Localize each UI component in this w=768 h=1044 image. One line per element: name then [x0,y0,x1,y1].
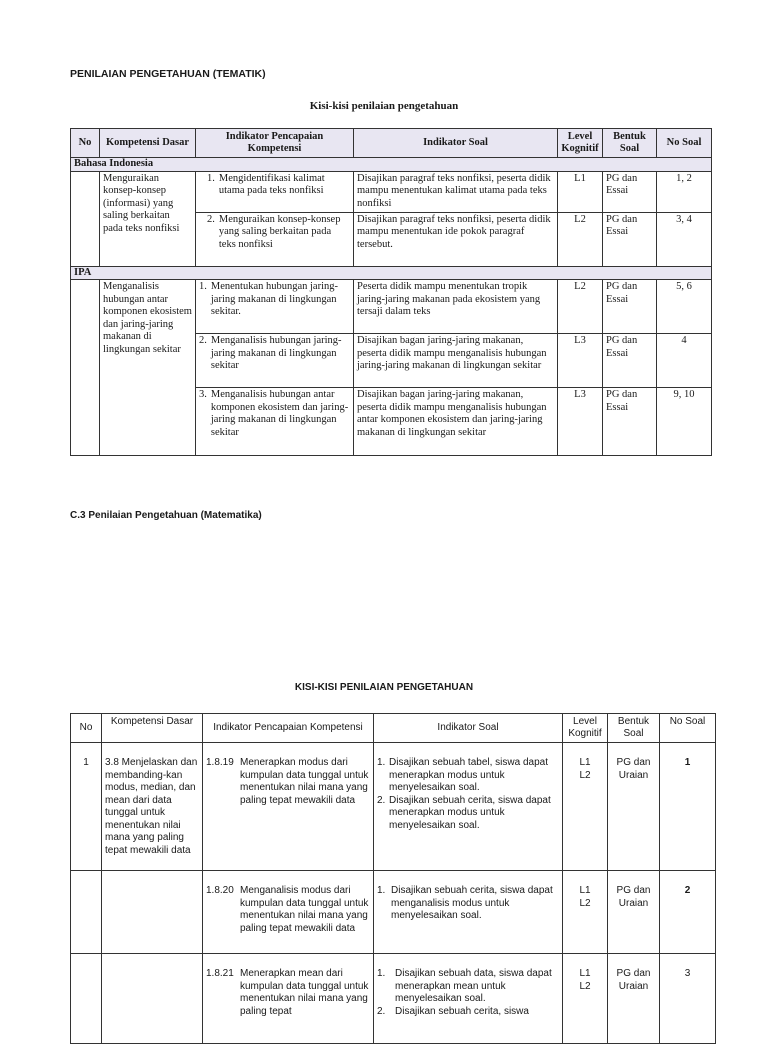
cell-level: L3 [558,334,603,388]
cell-bentuk: PG dan Essai [603,212,657,266]
cell-kompetensi-dasar: Menganalisis hubungan antar komponen ekosistem dan jaring-jaring makanan di lingkungan sekitar [100,280,196,456]
cell-level: L1 [558,171,603,212]
header-indikator-soal: Indikator Soal [354,129,558,158]
cell-indikator-pencapaian [196,280,354,334]
ipk-code: 1.8.19 [206,757,234,768]
cell-indikator-pencapaian [196,334,354,388]
ipk-code: 1.8.20 [206,885,234,896]
cell-bentuk: PG dan Uraian [608,954,660,1044]
cell-level: L3 [558,388,603,456]
cell-no-soal: 3, 4 [657,212,712,266]
cell-no-soal: 3 [660,954,716,1044]
level-value: L2 [579,769,591,781]
header-kompetensi-dasar: Kompetensi Dasar [100,129,196,158]
cell-kompetensi-dasar [102,871,203,954]
item-number: 1. [199,281,207,292]
header-level-kognitif: Level Kognitif [563,714,608,743]
cell-level [563,871,608,954]
table-row [71,171,712,212]
cell-indikator-soal: Disajikan paragraf teks nonfiksi, peserta didik mampu menentukan kalimat utama pada teks nonfiksi [354,171,558,212]
item-number: 2. [377,794,386,806]
item-number: 1. [377,757,386,768]
cell-no-soal: 4 [657,334,712,388]
item-number: 3. [199,389,207,400]
item-text: Menguraikan konsep-konsep yang saling berkaitan pada teks nonfiksi [218,213,341,250]
table-row [71,280,712,334]
cell-kompetensi-dasar: 3.8 Menjelaskan dan membanding-kan modus, median, dan mean dari data tunggal untuk menentukan nilai mana yang paling tepat mewakili data [102,743,203,871]
level-value: L1 [579,757,591,768]
cell-no [71,171,100,266]
item-text: Disajikan sebuah cerita, siswa dapat menerapkan modus untuk menyelesaikan soal. [389,794,551,831]
table-row [71,954,716,1044]
cell-indikator-pencapaian [203,743,374,871]
item-number: 2. [199,335,207,346]
table-header-row [71,714,716,743]
level-value: L2 [579,897,591,909]
cell-indikator-soal [374,743,563,871]
cell-bentuk: PG dan Essai [603,171,657,212]
subject-label: Bahasa Indonesia [71,158,712,172]
header-bentuk-soal: Bentuk Soal [608,714,660,743]
level-value: L2 [579,980,591,992]
item-text: Disajikan sebuah data, siswa dapat menerapkan mean untuk menyelesaikan soal. [395,968,552,1004]
cell-no-soal: 1 [660,743,716,871]
header-indikator-soal: Indikator Soal [374,714,563,743]
cell-indikator-soal [374,871,563,954]
ipk-text: Menganalisis modus dari kumpulan data tunggal untuk menentukan nilai mana yang paling tepat mewakili data [240,885,369,934]
level-value: L1 [579,968,591,979]
kisi-kisi-table-matematika [70,713,716,1044]
header-no-soal: No Soal [660,714,716,743]
item-text: Mengidentifikasi kalimat utama pada teks nonfiksi [218,172,325,196]
cell-no-soal: 2 [660,871,716,954]
item-text: Disajikan sebuah cerita, siswa [395,1005,529,1017]
item-text: Disajikan sebuah cerita, siswa dapat menganalisis modus untuk menyelesaikan soal. [391,885,553,921]
header-indikator-pencapaian: Indikator Pencapaian Kompetensi [196,129,354,158]
table-header-row [71,129,712,158]
header-no: No [71,714,102,743]
cell-indikator-pencapaian [196,171,354,212]
cell-kompetensi-dasar [102,954,203,1044]
header-kompetensi-dasar: Kompetensi Dasar [102,714,203,743]
cell-no [71,871,102,954]
header-no-soal: No Soal [657,129,712,158]
item-text: Menganalisis hubungan jaring-jaring makanan di lingkungan sekitar [210,335,342,371]
cell-level [563,954,608,1044]
subject-label: IPA [71,266,712,280]
cell-level [563,743,608,871]
table-row [71,871,716,954]
cell-indikator-soal: Disajikan paragraf teks nonfiksi, peserta didik mampu menentukan ide pokok paragraf tersebut. [354,212,558,266]
table-row [71,743,716,871]
ipk-text: Menerapkan modus dari kumpulan data tunggal untuk menentukan nilai mana yang paling tepat mewakili data [240,757,369,806]
cell-kompetensi-dasar: Menguraikan konsep-konsep (informasi) yang saling berkaitan pada teks nonfiksi [100,171,196,266]
cell-no [71,280,100,456]
cell-indikator-soal [374,954,563,1044]
cell-indikator-pencapaian [196,212,354,266]
cell-bentuk: PG dan Essai [603,388,657,456]
cell-indikator-soal: Disajikan bagan jaring-jaring makanan, peserta didik mampu menganalisis hubungan antar komponen ekosistem dan jaring-jaring makanan di lingkungan sekitar [354,388,558,456]
header-bentuk-soal: Bentuk Soal [603,129,657,158]
item-text: Menentukan hubungan jaring-jaring makanan di lingkungan sekitar. [210,281,339,317]
cell-indikator-pencapaian [196,388,354,456]
header-no: No [71,129,100,158]
table-title-matematika: KISI-KISI PENILAIAN PENGETAHUAN [294,682,474,693]
subject-row-ipa [71,266,712,280]
ipk-text: Menerapkan mean dari kumpulan data tunggal untuk menentukan nilai mana yang paling tepat [240,968,369,1017]
cell-indikator-soal: Peserta didik mampu menentukan tropik jaring-jaring makanan pada ekosistem yang tersaji dalam teks [354,280,558,334]
section-heading-tematik: PENILAIAN PENGETAHUAN (TEMATIK) [70,68,266,80]
table-title-tematik: Kisi-kisi penilaian pengetahuan [309,100,459,112]
cell-indikator-pencapaian [203,871,374,954]
cell-no: 1 [71,743,102,871]
header-level-kognitif: Level Kognitif [558,129,603,158]
cell-level: L2 [558,212,603,266]
cell-no [71,954,102,1044]
cell-bentuk: PG dan Essai [603,334,657,388]
ipk-code: 1.8.21 [206,968,234,979]
header-indikator-pencapaian: Indikator Pencapaian Kompetensi [203,714,374,743]
level-value: L1 [579,885,591,896]
section-heading-matematika: C.3 Penilaian Pengetahuan (Matematika) [70,510,262,521]
cell-indikator-pencapaian [203,954,374,1044]
item-number: 2. [377,1005,386,1017]
item-number: 1. [207,172,215,184]
cell-no-soal: 9, 10 [657,388,712,456]
cell-no-soal: 5, 6 [657,280,712,334]
cell-no-soal: 1, 2 [657,171,712,212]
cell-bentuk: PG dan Uraian [608,871,660,954]
cell-indikator-soal: Disajikan bagan jaring-jaring makanan, peserta didik mampu menganalisis hubungan jaring-jaring makanan di lingkungan sekitar [354,334,558,388]
subject-row-bahasa-indonesia [71,158,712,172]
item-number: 2. [207,213,215,225]
cell-bentuk: PG dan Uraian [608,743,660,871]
cell-level: L2 [558,280,603,334]
cell-bentuk: PG dan Essai [603,280,657,334]
item-number: 1. [377,885,386,896]
item-text: Menganalisis hubungan antar komponen ekosistem dan jaring-jaring makanan di lingkungan sekitar [210,389,349,438]
item-number: 1. [377,968,386,979]
kisi-kisi-table-tematik [70,128,712,456]
item-text: Disajikan sebuah tabel, siswa dapat menerapkan modus untuk menyelesaikan soal. [389,757,548,793]
